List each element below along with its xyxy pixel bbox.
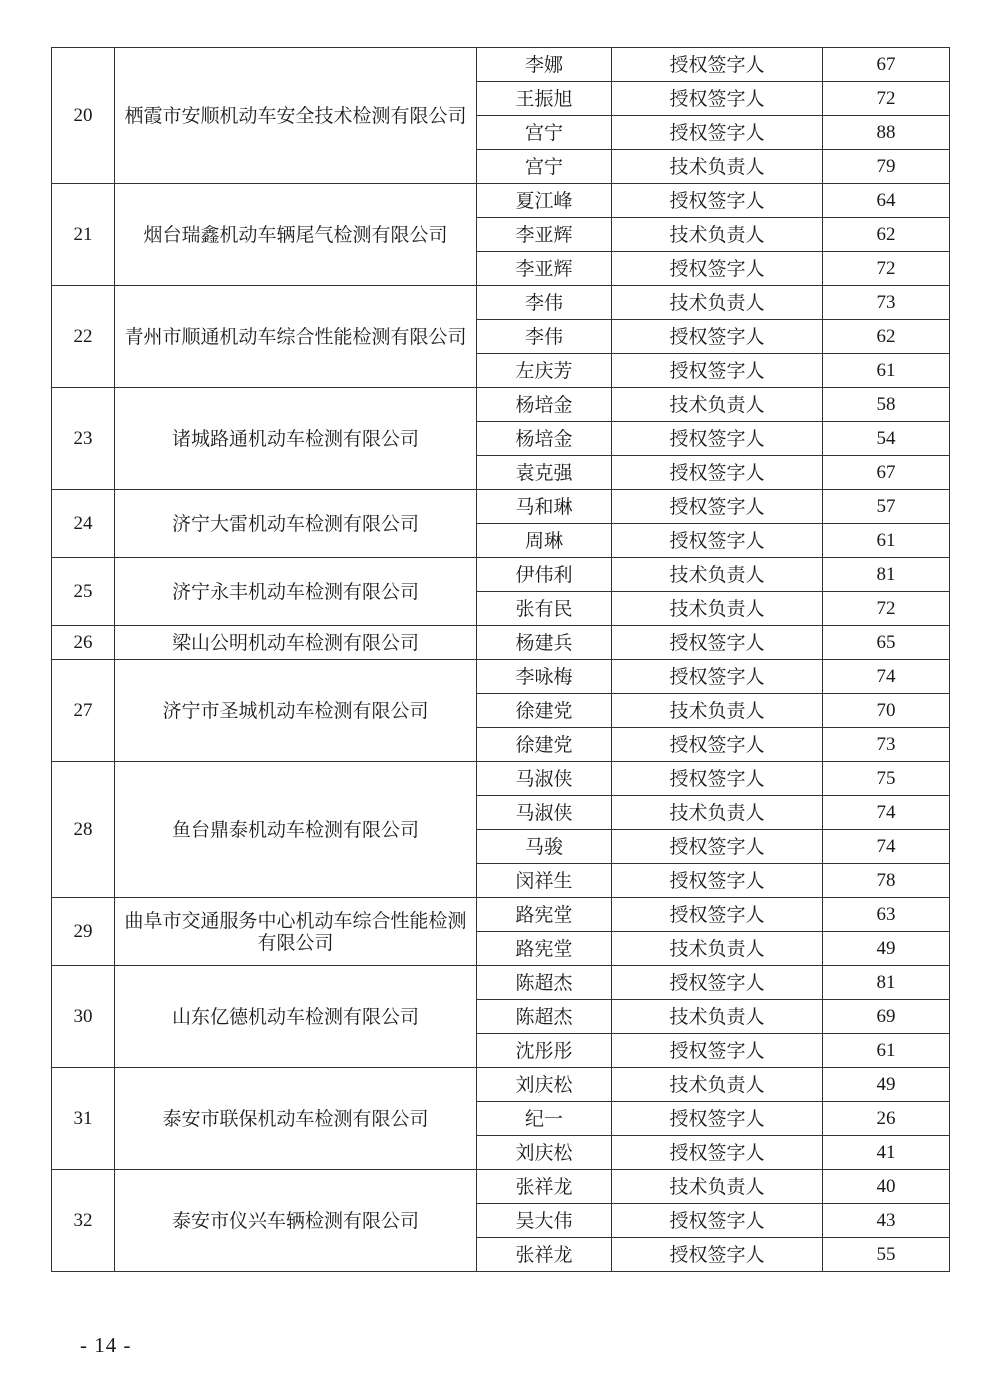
person-name: 张祥龙 xyxy=(477,1170,612,1204)
score-value: 64 xyxy=(823,184,950,218)
person-name: 李咏梅 xyxy=(477,660,612,694)
row-number: 20 xyxy=(52,48,115,184)
person-role: 授权签字人 xyxy=(612,1102,823,1136)
row-number: 21 xyxy=(52,184,115,286)
person-role: 授权签字人 xyxy=(612,728,823,762)
table-row xyxy=(52,898,950,932)
score-value: 75 xyxy=(823,762,950,796)
company-name: 栖霞市安顺机动车安全技术检测有限公司 xyxy=(115,48,477,184)
score-value: 74 xyxy=(823,830,950,864)
row-number: 25 xyxy=(52,558,115,626)
table-row xyxy=(52,762,950,796)
person-name: 马和琳 xyxy=(477,490,612,524)
person-name: 徐建党 xyxy=(477,694,612,728)
company-name: 曲阜市交通服务中心机动车综合性能检测有限公司 xyxy=(115,898,477,966)
person-role: 授权签字人 xyxy=(612,762,823,796)
results-table-body xyxy=(52,48,950,1272)
person-role: 授权签字人 xyxy=(612,456,823,490)
score-value: 74 xyxy=(823,660,950,694)
score-value: 49 xyxy=(823,932,950,966)
person-role: 授权签字人 xyxy=(612,490,823,524)
row-number: 31 xyxy=(52,1068,115,1170)
person-role: 技术负责人 xyxy=(612,932,823,966)
person-name: 李伟 xyxy=(477,286,612,320)
person-role: 授权签字人 xyxy=(612,626,823,660)
person-role: 授权签字人 xyxy=(612,830,823,864)
person-name: 李伟 xyxy=(477,320,612,354)
table-row xyxy=(52,558,950,592)
person-name: 刘庆松 xyxy=(477,1136,612,1170)
person-name: 纪一 xyxy=(477,1102,612,1136)
person-role: 技术负责人 xyxy=(612,286,823,320)
person-role: 授权签字人 xyxy=(612,354,823,388)
table-row xyxy=(52,388,950,422)
person-name: 刘庆松 xyxy=(477,1068,612,1102)
person-role: 授权签字人 xyxy=(612,1034,823,1068)
score-value: 40 xyxy=(823,1170,950,1204)
score-value: 62 xyxy=(823,218,950,252)
row-number: 32 xyxy=(52,1170,115,1272)
table-row xyxy=(52,1170,950,1204)
person-name: 路宪堂 xyxy=(477,932,612,966)
score-value: 55 xyxy=(823,1238,950,1272)
person-name: 沈彤彤 xyxy=(477,1034,612,1068)
score-value: 62 xyxy=(823,320,950,354)
score-value: 67 xyxy=(823,48,950,82)
score-value: 61 xyxy=(823,524,950,558)
table-row xyxy=(52,660,950,694)
person-name: 李亚辉 xyxy=(477,218,612,252)
score-value: 79 xyxy=(823,150,950,184)
row-number: 30 xyxy=(52,966,115,1068)
person-role: 授权签字人 xyxy=(612,524,823,558)
person-role: 授权签字人 xyxy=(612,422,823,456)
person-name: 袁克强 xyxy=(477,456,612,490)
score-value: 72 xyxy=(823,252,950,286)
person-role: 技术负责人 xyxy=(612,796,823,830)
person-name: 闵祥生 xyxy=(477,864,612,898)
person-name: 宫宁 xyxy=(477,116,612,150)
company-name: 泰安市仪兴车辆检测有限公司 xyxy=(115,1170,477,1272)
score-value: 54 xyxy=(823,422,950,456)
person-role: 授权签字人 xyxy=(612,1204,823,1238)
score-value: 58 xyxy=(823,388,950,422)
person-role: 授权签字人 xyxy=(612,116,823,150)
score-value: 72 xyxy=(823,82,950,116)
score-value: 81 xyxy=(823,558,950,592)
score-value: 88 xyxy=(823,116,950,150)
person-name: 杨建兵 xyxy=(477,626,612,660)
company-name: 泰安市联保机动车检测有限公司 xyxy=(115,1068,477,1170)
company-name: 烟台瑞鑫机动车辆尾气检测有限公司 xyxy=(115,184,477,286)
person-name: 吴大伟 xyxy=(477,1204,612,1238)
person-name: 陈超杰 xyxy=(477,1000,612,1034)
person-name: 王振旭 xyxy=(477,82,612,116)
company-name: 济宁永丰机动车检测有限公司 xyxy=(115,558,477,626)
table-row xyxy=(52,1068,950,1102)
person-role: 技术负责人 xyxy=(612,388,823,422)
table-row xyxy=(52,626,950,660)
person-name: 李娜 xyxy=(477,48,612,82)
person-name: 杨培金 xyxy=(477,422,612,456)
row-number: 23 xyxy=(52,388,115,490)
person-role: 授权签字人 xyxy=(612,320,823,354)
person-name: 徐建党 xyxy=(477,728,612,762)
score-value: 70 xyxy=(823,694,950,728)
person-name: 张祥龙 xyxy=(477,1238,612,1272)
person-role: 授权签字人 xyxy=(612,1238,823,1272)
person-role: 技术负责人 xyxy=(612,592,823,626)
score-value: 61 xyxy=(823,1034,950,1068)
score-value: 78 xyxy=(823,864,950,898)
person-role: 授权签字人 xyxy=(612,82,823,116)
score-value: 73 xyxy=(823,728,950,762)
person-role: 授权签字人 xyxy=(612,966,823,1000)
person-name: 杨培金 xyxy=(477,388,612,422)
person-role: 授权签字人 xyxy=(612,184,823,218)
score-value: 65 xyxy=(823,626,950,660)
person-name: 伊伟利 xyxy=(477,558,612,592)
row-number: 28 xyxy=(52,762,115,898)
person-name: 周琳 xyxy=(477,524,612,558)
person-role: 授权签字人 xyxy=(612,864,823,898)
person-role: 授权签字人 xyxy=(612,48,823,82)
table-row xyxy=(52,48,950,82)
person-name: 左庆芳 xyxy=(477,354,612,388)
person-role: 技术负责人 xyxy=(612,1068,823,1102)
table-row xyxy=(52,286,950,320)
person-name: 路宪堂 xyxy=(477,898,612,932)
score-value: 74 xyxy=(823,796,950,830)
company-name: 鱼台鼎泰机动车检测有限公司 xyxy=(115,762,477,898)
score-value: 43 xyxy=(823,1204,950,1238)
person-name: 张有民 xyxy=(477,592,612,626)
company-name: 济宁市圣城机动车检测有限公司 xyxy=(115,660,477,762)
results-table xyxy=(51,47,950,1272)
person-name: 马淑侠 xyxy=(477,762,612,796)
score-value: 81 xyxy=(823,966,950,1000)
company-name: 梁山公明机动车检测有限公司 xyxy=(115,626,477,660)
score-value: 57 xyxy=(823,490,950,524)
table-row xyxy=(52,184,950,218)
table-row xyxy=(52,490,950,524)
person-name: 陈超杰 xyxy=(477,966,612,1000)
person-role: 授权签字人 xyxy=(612,660,823,694)
row-number: 29 xyxy=(52,898,115,966)
person-name: 马淑侠 xyxy=(477,796,612,830)
person-role: 授权签字人 xyxy=(612,898,823,932)
page-number: - 14 - xyxy=(80,1333,132,1357)
company-name: 山东亿德机动车检测有限公司 xyxy=(115,966,477,1068)
person-role: 技术负责人 xyxy=(612,218,823,252)
person-role: 授权签字人 xyxy=(612,252,823,286)
row-number: 22 xyxy=(52,286,115,388)
company-name: 诸城路通机动车检测有限公司 xyxy=(115,388,477,490)
score-value: 73 xyxy=(823,286,950,320)
person-name: 李亚辉 xyxy=(477,252,612,286)
score-value: 61 xyxy=(823,354,950,388)
company-name: 青州市顺通机动车综合性能检测有限公司 xyxy=(115,286,477,388)
score-value: 72 xyxy=(823,592,950,626)
person-role: 技术负责人 xyxy=(612,694,823,728)
row-number: 27 xyxy=(52,660,115,762)
person-role: 技术负责人 xyxy=(612,1000,823,1034)
row-number: 26 xyxy=(52,626,115,660)
score-value: 41 xyxy=(823,1136,950,1170)
person-name: 宫宁 xyxy=(477,150,612,184)
score-value: 26 xyxy=(823,1102,950,1136)
person-name: 夏江峰 xyxy=(477,184,612,218)
score-value: 69 xyxy=(823,1000,950,1034)
score-value: 63 xyxy=(823,898,950,932)
score-value: 49 xyxy=(823,1068,950,1102)
table-row xyxy=(52,966,950,1000)
person-role: 技术负责人 xyxy=(612,558,823,592)
company-name: 济宁大雷机动车检测有限公司 xyxy=(115,490,477,558)
person-role: 技术负责人 xyxy=(612,1170,823,1204)
score-value: 67 xyxy=(823,456,950,490)
person-role: 授权签字人 xyxy=(612,1136,823,1170)
person-role: 技术负责人 xyxy=(612,150,823,184)
row-number: 24 xyxy=(52,490,115,558)
person-name: 马骏 xyxy=(477,830,612,864)
